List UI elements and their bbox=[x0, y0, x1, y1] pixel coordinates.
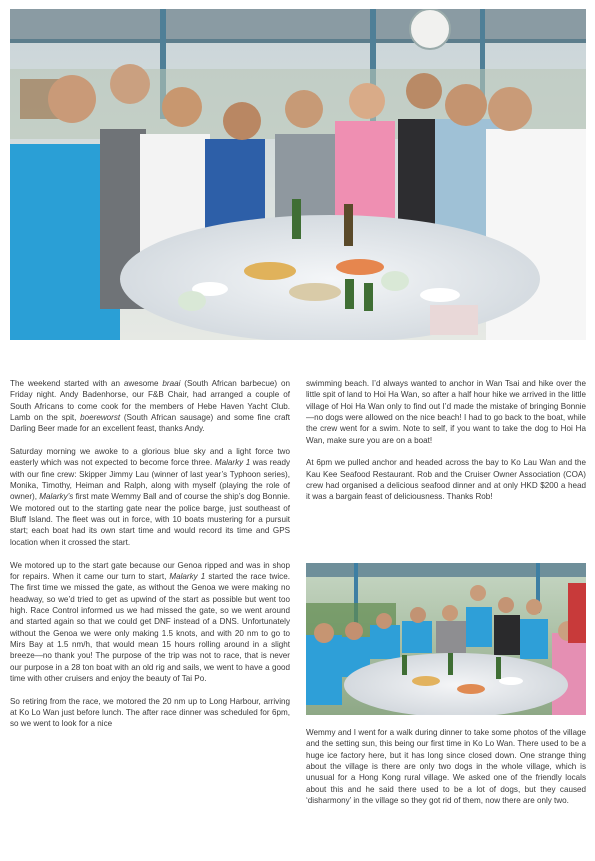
lunch-table-photo-icon bbox=[10, 9, 586, 340]
italic-term: Malarky 1 bbox=[169, 571, 206, 581]
article-column-right-bottom bbox=[306, 727, 586, 806]
group-photo-dinner bbox=[306, 563, 586, 715]
italic-term: Malarky 1 bbox=[214, 458, 251, 468]
article-paragraph: Saturday morning we awoke to a glorious blue sky and a light force two easterly which was not expected to become force three. Malarky 1 was ready with our fine crew: Skipper Jimmy Lau (winner of last year’s Typhoon series), Monika, Timothy, Heiman and Ralph, along with myself (playing the role of owner), Malarky’s first mate Wemmy Ball and of course the ship’s dog Bonnie. We motored out to the starting gate near the police barge, just southeast of Bluff Island. The fleet was out in force, with 10 boats mustering for a pursuit start; each boat had its own start time and would record its time and GPS location when it crossed the start. bbox=[10, 447, 290, 547]
article-paragraph: So retiring from the race, we motored the 20 nm up to Long Harbour, arriving at Ko Lo Wan just before lunch. The after race dinner was scheduled for 6pm, so we went to look for a nice bbox=[10, 696, 290, 729]
article-paragraph: We motored up to the start gate because our Genoa ripped and was in shop for repairs. When it came our turn to start, Malarky 1 started the race twice. The first time we missed the gate, as without the Genoa we were making no headway, so we’d tried to get as upwind of the start as possible but went too high. Race Control informed us we had missed the gate, so we went around and started again so that we could get DNF instead of a DNS. Unfortunately without the Genoa we were only making 1.5 knots, and with 20 nm to go to Mirs Bay at 1.5 nm/h, that would mean 15 hours rolling around in a slight breeze—no thank you! The purpose of the trip was not to race, that is never our purpose in a 28 ton boat with an old rig and sails, we went to have a good time with other cruisers and enjoy the beauty of Tai Po. bbox=[10, 560, 290, 683]
italic-term: boereworst bbox=[80, 413, 121, 423]
italic-term: Malarky’s bbox=[39, 492, 74, 502]
article-column-right-top bbox=[306, 378, 586, 503]
seafood-dinner-photo-icon bbox=[306, 563, 586, 715]
italic-term: braai bbox=[162, 379, 181, 388]
article-paragraph: swimming beach. I’d always wanted to anchor in Wan Tsai and hike over the little spit of land to Hoi Ha Wan, so after a half hour hike we arrived in the little village of Hoi Ha Wan only to find out I’d made the mistake of bringing Bonnie—no dogs were allowed on the nice beach! I had to go back to the boat, while the crew went for a swim. Note to self, if you want to take the dog to Hoi Ha Wan, make sure you are on a boat! bbox=[306, 379, 586, 445]
group-photo-top bbox=[10, 9, 586, 340]
article-paragraph: At 6pm we pulled anchor and headed across the bay to Ko Lau Wan and the Kau Kee Seafood Restaurant. Rob and the Cruiser Owner Association (COA) crew had organised a delicious seafood dinner and at only HKD $200 a head it was a bargain feast of deliciousness. Thanks Rob! bbox=[306, 458, 586, 502]
article-column-left bbox=[10, 378, 290, 730]
article-paragraph: Wemmy and I went for a walk during dinner to take some photos of the village and the setting sun, this being our first time in Ko Lo Wan. There used to be a huge ice factory here, but it has long since closed down. One strange thing about the village is there are only two dogs in the whole village, which is unusual for a Hong Kong rural village. We asked one of the friendly locals about this and he said there used to be a lot of dogs, but they caused ‘disharmony’ in the village so they got rid of them, now there are only two. bbox=[306, 728, 586, 806]
article-paragraph: The weekend started with an awesome braai (South African barbecue) on Friday night. Andy Badenhorse, our F&B Chair, had arranged a couple of South Africans to come cook for the members of Hebe Haven Yacht Club. Lamb on the spit, boereworst (South African sausage) and some fine craft Darling Beer made for an excellent feast, thanks Andy. bbox=[10, 379, 290, 434]
